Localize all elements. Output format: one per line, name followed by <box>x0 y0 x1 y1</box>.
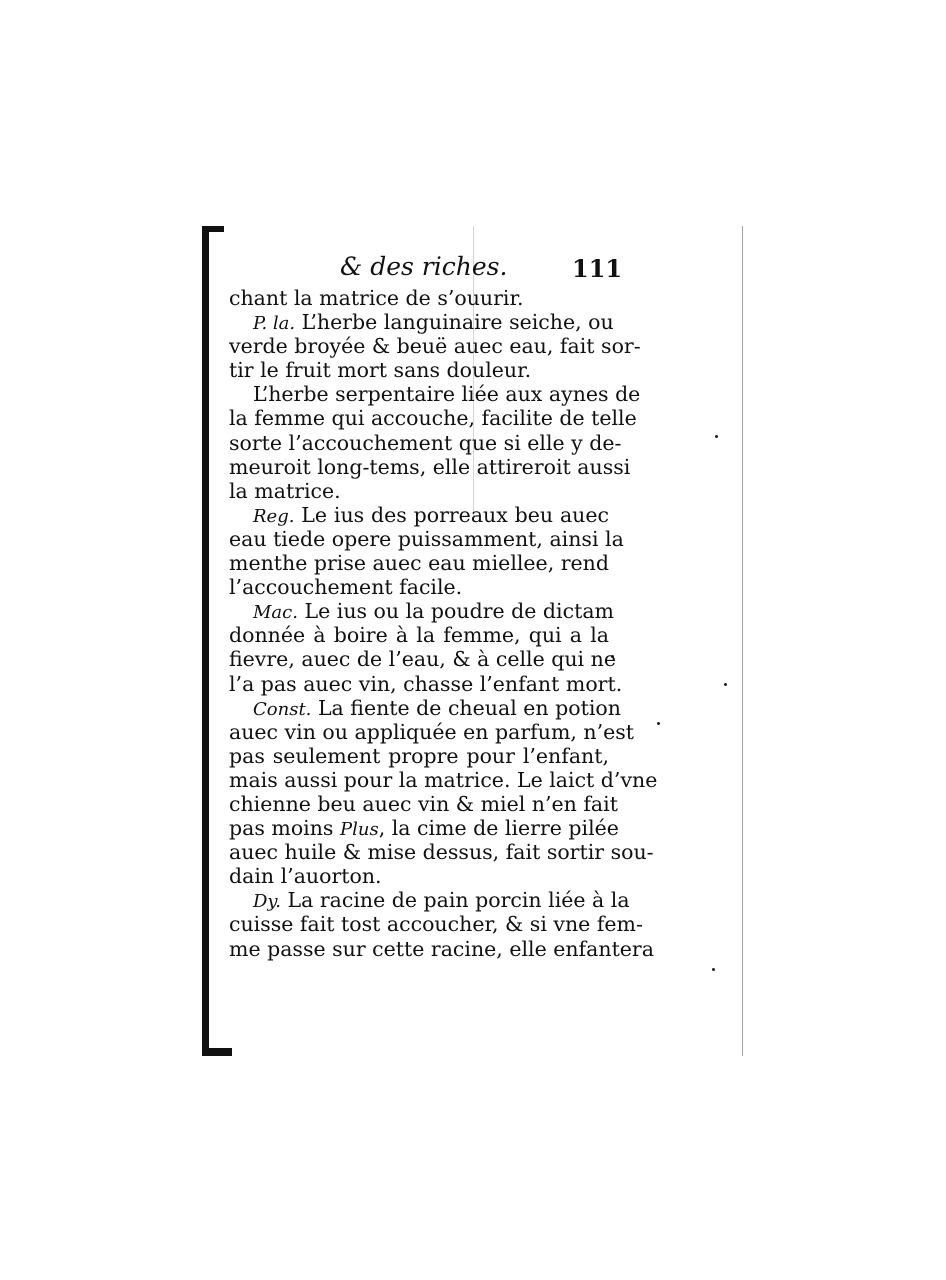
line-text: auec huile & mise dessus, fait sortir sou- <box>229 840 654 865</box>
text-line <box>229 840 654 865</box>
text-line <box>229 816 619 841</box>
text-line <box>229 864 609 888</box>
text-line <box>229 647 616 672</box>
line-text: tir le fruit mort sans douleur. <box>229 358 532 383</box>
line-text: Le ius des porreaux beu auec <box>301 502 609 527</box>
margin-note: Reg. <box>253 505 295 527</box>
text-line <box>229 334 641 359</box>
text-line <box>229 454 631 479</box>
text-line <box>229 382 641 407</box>
line-text: La racine de pain porcin liée à la <box>287 888 630 913</box>
text-line <box>229 479 609 503</box>
line-text: eau tiede opere puissamment, ainsi la <box>229 526 624 551</box>
line-text: l’a pas auec vin, chasse l’enfant mort. <box>229 671 623 696</box>
margin-note: Plus <box>339 819 379 841</box>
text-line <box>229 695 621 720</box>
text-line <box>229 791 618 816</box>
text-line <box>229 599 614 624</box>
line-text: Le ius ou la poudre de dictam <box>304 599 614 624</box>
speck <box>657 722 660 725</box>
text-line <box>229 888 630 913</box>
text-line <box>229 551 609 575</box>
text-line <box>229 503 609 527</box>
line-text: donnée à boire à la femme, qui a la <box>229 623 609 648</box>
text-line <box>229 767 658 792</box>
line-text: me passe sur cette racine, elle enfantera <box>229 936 654 961</box>
text-line <box>229 719 635 744</box>
text-line <box>229 310 614 335</box>
line-text: pas seulement propre pour l’enfant, <box>229 743 609 768</box>
running-title: & des riches. <box>340 252 508 281</box>
line-text: L’herbe languinaire seiche, ou <box>301 310 614 335</box>
bracket-bottom-serif <box>202 1048 232 1056</box>
line-text: mais aussi pour la matrice. Le laict d’vne <box>229 767 658 792</box>
binding-bracket <box>202 228 209 1056</box>
text-line <box>229 406 637 431</box>
line-text: La fiente de cheual en potion <box>317 695 621 720</box>
line-text: fievre, auec de l’eau, & à celle qui ne <box>229 647 616 672</box>
line-text: l’accouchement facile. <box>229 575 463 600</box>
speck <box>712 968 715 971</box>
line-text: chant la matrice de s’ouurir. <box>229 286 524 310</box>
margin-note: Dy. <box>253 891 281 913</box>
line-text: la matrice. <box>229 478 341 503</box>
line-text: meuroit long-tems, elle attireroit aussi <box>229 454 631 479</box>
line-text: , la cime de lierre pilée <box>378 816 619 841</box>
page-header <box>340 250 623 286</box>
text-line <box>229 430 622 455</box>
line-text: cuisse fait tost accoucher, & si vne fem- <box>229 912 643 937</box>
gutter-line-right <box>742 226 743 1056</box>
text-line <box>229 623 609 647</box>
text-line <box>229 744 609 768</box>
text-line <box>229 526 624 551</box>
text-line <box>229 358 609 382</box>
line-text: la femme qui accouche, facilite de telle <box>229 406 637 431</box>
page-number: 111 <box>572 254 623 283</box>
text-line <box>229 936 654 961</box>
body-text <box>229 286 658 961</box>
margin-note: P. la. <box>253 313 296 335</box>
text-line <box>229 671 623 696</box>
line-text: menthe prise auec eau miellee, rend <box>229 551 609 576</box>
line-text: sorte l’accouchement que si elle y de- <box>229 430 622 455</box>
line-text: auec vin ou appliquée en parfum, n’est <box>229 719 635 744</box>
line-text: chienne beu auec vin & miel n’en fait <box>229 791 618 816</box>
line-text: verde broyée & beuë auec eau, fait sor- <box>229 334 641 359</box>
margin-note: Const. <box>253 698 312 720</box>
speck <box>715 435 718 438</box>
text-line <box>229 912 643 937</box>
text-line <box>229 286 609 310</box>
line-text: dain l’auorton. <box>229 864 382 889</box>
speck <box>724 683 727 686</box>
line-text: pas moins <box>229 816 334 841</box>
line-text: L’herbe serpentaire liée aux aynes de <box>253 382 641 407</box>
text-line <box>229 575 609 599</box>
margin-note: Mac. <box>253 602 298 624</box>
